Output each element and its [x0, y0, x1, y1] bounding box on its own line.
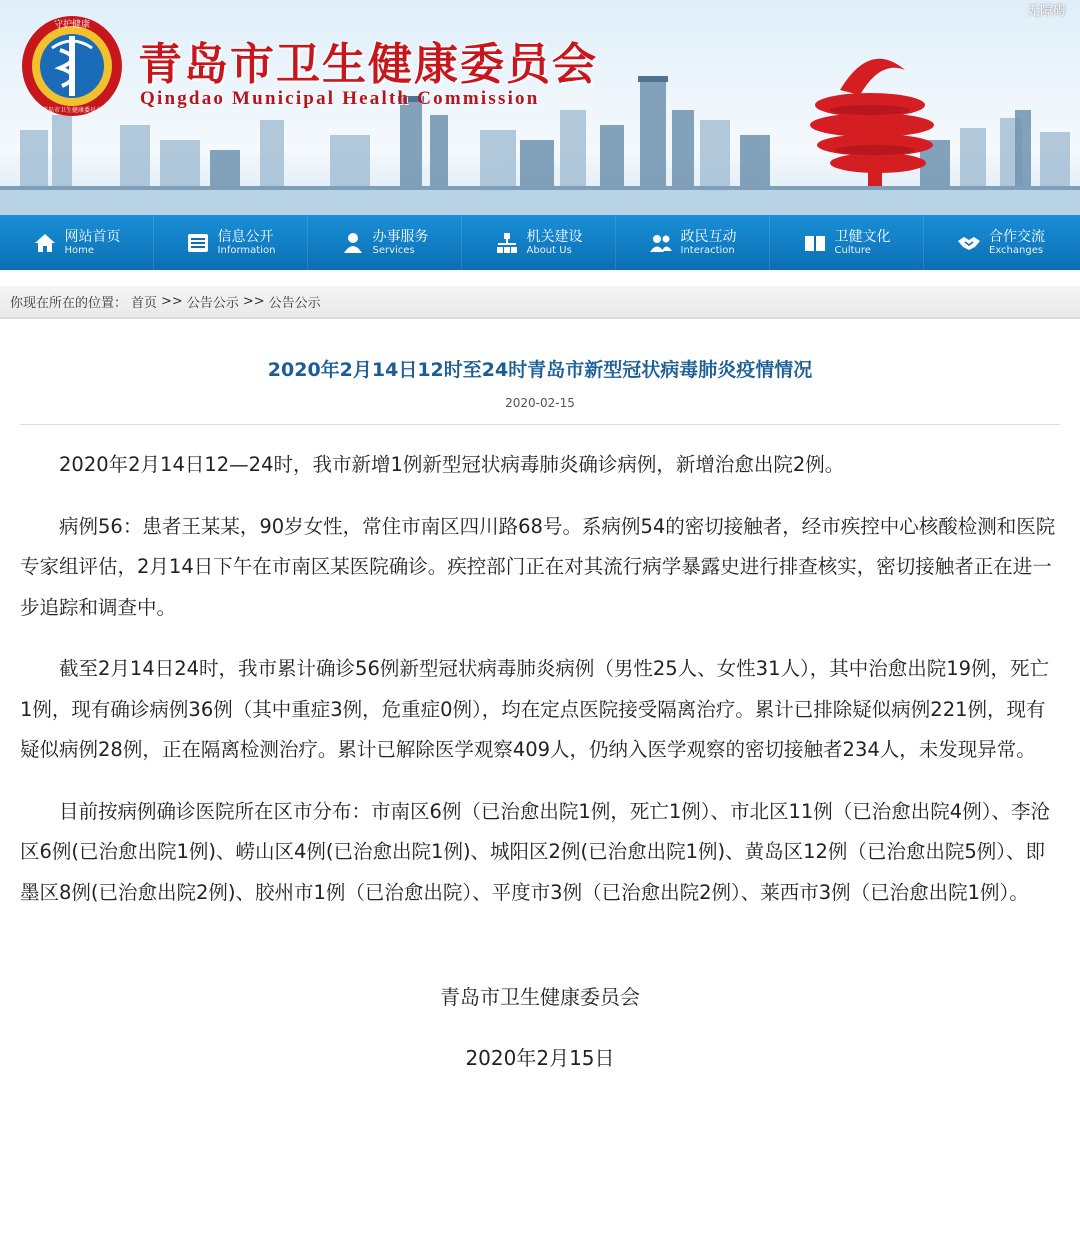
- site-banner: [0, 0, 1080, 215]
- breadcrumb-prefix: 你现在所在的位置：: [10, 296, 128, 311]
- list-icon: [186, 231, 210, 255]
- handshake-icon: [957, 231, 981, 255]
- nav-label-en: Home: [64, 244, 95, 256]
- nav-label-en: About Us: [526, 244, 572, 256]
- divider: [20, 424, 1060, 425]
- nav-item-about[interactable]: [462, 215, 616, 270]
- main-nav: [0, 215, 1080, 270]
- article-paragraph: 截至2月14日24时，我市累计确诊56例新型冠状病毒肺炎病例（男性25人、女性31人），其中治愈出院19例，死亡1例，现有确诊病例36例（其中重症3例，危重症0例），均在定点医院接受隔离治疗。累计已排除疑似病例221例，现有疑似病例28例，正在隔离检测治疗。累计已解除医学观察409人，仍纳入医学观察的密切接触者234人，未发现异常。: [20, 657, 1050, 761]
- nav-label-cn: 办事服务: [372, 228, 429, 245]
- nav-label-cn: 卫健文化: [834, 228, 891, 245]
- nav-label-cn: 网站首页: [64, 228, 121, 245]
- breadcrumb: [0, 286, 1080, 319]
- nav-label-cn: 信息公开: [217, 228, 274, 245]
- org-icon: [495, 231, 519, 255]
- signature: 青岛市卫生健康委员会: [440, 985, 640, 1009]
- article: [0, 355, 1080, 1071]
- nav-label-cn: 机关建设: [526, 228, 583, 245]
- logo-top-text: 守护健康: [53, 20, 91, 30]
- nav-label-en: Interaction: [680, 244, 735, 256]
- article-paragraph: 病例56：患者王某某，90岁女性，常住市南区四川路68号。系病例54的密切接触者，经市疾控中心核酸检测和医院专家组评估，2月14日下午在市南区某医院确诊。疾控部门正在对其流行病学暴露史进行排查核实，密切接触者正在进一步追踪和调查中。: [20, 514, 1056, 619]
- breadcrumb-notices[interactable]: 公告公示: [186, 296, 239, 311]
- site-title-cn: 青岛市卫生健康委员会: [138, 39, 598, 90]
- nav-item-interaction[interactable]: [616, 215, 770, 270]
- nav-item-services[interactable]: [308, 215, 462, 270]
- nav-label-cn: 政民互动: [680, 228, 737, 245]
- accessibility-link[interactable]: 无障碍: [1026, 4, 1066, 19]
- nav-label-en: Culture: [834, 244, 871, 256]
- breadcrumb-home[interactable]: 首页: [131, 296, 158, 311]
- article-title: 2020年2月14日12时至24时青岛市新型冠状病毒肺炎疫情情况: [267, 359, 813, 381]
- nav-label-en: Information: [217, 244, 276, 256]
- nav-item-home[interactable]: [0, 215, 154, 270]
- site-title-en: Qingdao Municipal Health Commission: [140, 88, 540, 109]
- nav-label-en: Exchanges: [989, 244, 1044, 256]
- nav-item-information[interactable]: [154, 215, 308, 270]
- breadcrumb-current[interactable]: 公告公示: [268, 296, 321, 311]
- breadcrumb-separator: >>: [242, 294, 265, 309]
- article-body: [0, 445, 1080, 913]
- logo-ring-text: 青岛市卫生健康委员会: [41, 107, 103, 114]
- nav-item-culture[interactable]: [770, 215, 924, 270]
- article-date: 2020-02-15: [505, 396, 575, 410]
- breadcrumb-separator: >>: [161, 294, 183, 309]
- article-paragraph: 目前按病例确诊医院所在区市分布：市南区6例（已治愈出院1例，死亡1例）、市北区11例（已治愈出院4例）、李沧区6例(已治愈出院1例)、崂山区4例(已治愈出院1例)、城阳区2例(已治愈出院1例)、黄岛区12例（已治愈出院5例）、即墨区8例(已治愈出院2例)、胶州市1例（已治愈出院）、平度市3例（已治愈出院2例）、莱西市3例（已治愈出院1例）。: [20, 799, 1050, 904]
- book-icon: [803, 231, 827, 255]
- person-icon: [341, 231, 365, 255]
- home-icon: [33, 231, 57, 255]
- commission-logo[interactable]: [20, 14, 124, 118]
- nav-item-exchanges[interactable]: [924, 215, 1078, 270]
- nav-label-en: Services: [372, 244, 415, 256]
- people-icon: [649, 231, 673, 255]
- signature-date: 2020年2月15日: [465, 1046, 615, 1070]
- nav-label-cn: 合作交流: [989, 228, 1045, 245]
- article-paragraph: 2020年2月14日12—24时，我市新增1例新型冠状病毒肺炎确诊病例，新增治愈出院2例。: [59, 453, 845, 476]
